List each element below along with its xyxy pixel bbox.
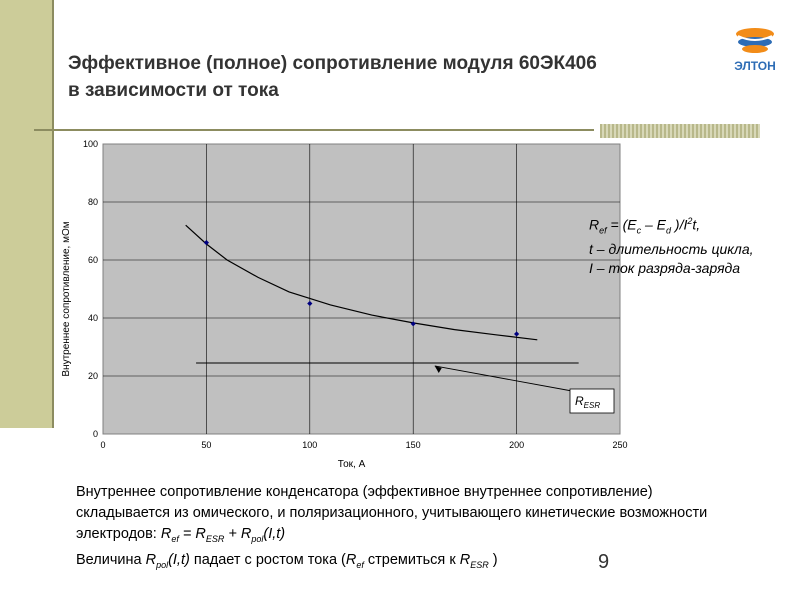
formula-line-3: I – ток разряда-заряда xyxy=(589,260,741,277)
title-line-1: Эффективное (полное) сопротивление модуля 60ЭК406 xyxy=(68,53,597,74)
plot-background xyxy=(103,144,620,434)
x-axis-label: Ток, А xyxy=(337,459,366,470)
paragraph-1: Внутреннее сопротивление конденсатора (эффективное внутреннее сопротивление) складывается из омического, и поляризационного, учитывающего кинетические возможности электродов: $R_{ef} = R_{ESR} + R_{pol}(I,t)$ xyxy=(76,484,708,544)
plot-area xyxy=(61,139,628,470)
esr-label: $R_{ESR}$ xyxy=(575,394,601,410)
paragraph-2: Величина $R_{pol}(I,t)$ падает с ростом тока ($R_{ef}$ стремиться к $R_{ESR}$ ) xyxy=(76,551,498,570)
formula-line-1: $R_{ef} = (E_c - E_d$ )$/I^2t$, xyxy=(589,216,701,236)
x-tick-label: 200 xyxy=(509,440,525,450)
title-rule-band xyxy=(600,124,760,138)
x-tick-label: 250 xyxy=(612,440,628,450)
y-tick-label: 60 xyxy=(87,255,98,265)
y-tick-label: 40 xyxy=(87,313,98,323)
body-text xyxy=(62,482,742,576)
y-tick-label: 80 xyxy=(87,197,98,207)
resistance-chart xyxy=(40,135,628,480)
formula-block xyxy=(589,212,754,278)
x-tick-label: 50 xyxy=(201,440,212,450)
y-tick-label: 20 xyxy=(87,371,98,381)
x-tick-label: 100 xyxy=(302,440,318,450)
page-number: 9 xyxy=(598,551,610,573)
title-line-2: в зависимости от тока xyxy=(68,80,279,101)
formula-line-2: t – длительность цикла, xyxy=(589,241,754,258)
x-tick-label: 150 xyxy=(405,440,421,450)
y-axis-label: Внутреннее сопротивление, мОм xyxy=(61,221,72,377)
y-tick-label: 0 xyxy=(92,429,98,439)
title-rule xyxy=(34,129,594,131)
x-tick-label: 0 xyxy=(100,440,106,450)
elton-logo xyxy=(716,14,794,78)
elton-logo-icon xyxy=(736,28,774,53)
slide-title xyxy=(68,50,708,104)
y-tick-label: 100 xyxy=(82,139,98,149)
logo-text: ЭЛТОН xyxy=(734,59,776,73)
